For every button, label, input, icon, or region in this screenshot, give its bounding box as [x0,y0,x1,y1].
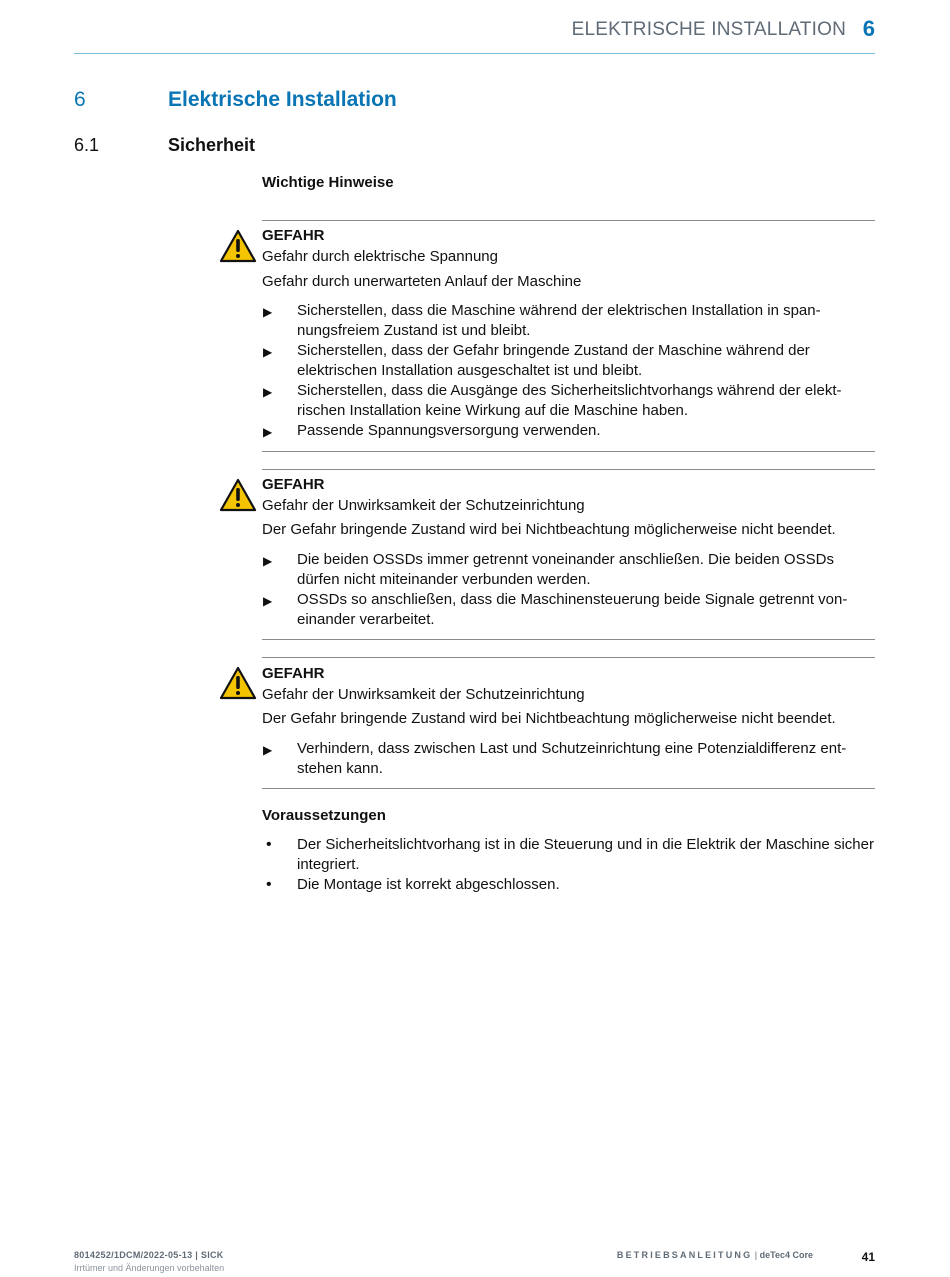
footer-document-type [617,1250,813,1260]
warning-top-rule [262,657,875,658]
section-number: 6.1 [74,135,100,155]
footer-document-id: 8014252/1DCM/2022-05-13 | SICK [74,1250,224,1260]
page-number: 41 [861,1250,875,1264]
warning-bottom-rule [262,639,875,640]
list-item: Passende Spannungsversorgung verwenden. [297,422,601,439]
warning-line: Der Gefahr bringende Zustand wird bei Nichtbeachtung möglicherweise nicht beendet. [262,710,836,727]
footer-separator: | [752,1250,760,1260]
warning-label: GEFAHR [262,665,325,682]
warning-line: Gefahr durch unerwarteten Anlauf der Maschine [262,273,582,290]
warning-label: GEFAHR [262,476,325,493]
warning-triangle-icon [219,666,257,700]
warning-label: GEFAHR [262,227,325,244]
running-header-title: ELEKTRISCHE INSTALLATION [571,19,846,40]
triangle-bullet-icon: ▶ [263,305,273,319]
warning-line: Gefahr der Unwirksamkeit der Schutzeinrichtung [262,686,585,703]
list-item: Sicherstellen, dass die Maschine während der elektrischen Installation in spannungsfreiem Zustand ist und bleibt. [297,302,821,339]
list-item: OSSDs so anschließen, dass die Maschinensteuerung beide Signale getrennt voneinander verarbeitet. [297,591,848,628]
list-item: Die Montage ist korrekt abgeschlossen. [297,876,560,893]
warning-bottom-rule [262,451,875,452]
triangle-bullet-icon: ▶ [263,425,273,439]
section-title: Sicherheit [168,135,256,155]
chapter-title: Elektrische Installation [168,88,397,111]
warning-triangle-icon [219,229,257,263]
warning-bottom-rule [262,788,875,789]
warning-top-rule [262,469,875,470]
triangle-bullet-icon: ▶ [263,554,273,568]
triangle-bullet-icon: ▶ [263,345,273,359]
list-item: Sicherstellen, dass die Ausgänge des Sicherheitslichtvorhangs während der elektrischen Installation keine Wirkung auf die Maschine haben. [297,382,842,419]
warning-line: Gefahr durch elektrische Spannung [262,248,498,265]
footer-disclaimer: Irrtümer und Änderungen vorbehalten [74,1263,225,1273]
footer-product: deTec4 Core [759,1250,813,1260]
warning-top-rule [262,220,875,221]
triangle-bullet-icon: ▶ [263,594,273,608]
header-divider [74,53,875,54]
triangle-bullet-icon: ▶ [263,743,273,757]
footer-doc-type-label: BETRIEBSANLEITUNG [616,1250,753,1260]
list-item: Die beiden OSSDs immer getrennt voneinander anschließen. Die beiden OSSDs dürfen nicht miteinander verbunden werden. [297,551,834,588]
warning-line: Der Gefahr bringende Zustand wird bei Nichtbeachtung möglicherweise nicht beendet. [262,521,836,538]
list-item: Verhindern, dass zwischen Last und Schutzeinrichtung eine Potenzialdifferenz entstehen kann. [297,740,847,777]
chapter-number: 6 [74,88,86,111]
important-notes-heading: Wichtige Hinweise [262,174,394,191]
warning-triangle-icon [219,478,257,512]
prerequisites-heading: Voraussetzungen [262,807,386,824]
bullet-dot-icon: • [266,836,272,853]
list-item: Der Sicherheitslichtvorhang ist in die Steuerung und in die Elektrik der Maschine sicher integriert. [297,836,874,873]
list-item: Sicherstellen, dass der Gefahr bringende Zustand der Maschine während der elektrischen Installation ausgeschaltet ist und bleibt. [297,342,810,379]
warning-line: Gefahr der Unwirksamkeit der Schutzeinrichtung [262,497,585,514]
triangle-bullet-icon: ▶ [263,385,273,399]
running-header-number: 6 [862,16,875,41]
bullet-dot-icon: • [266,876,272,893]
